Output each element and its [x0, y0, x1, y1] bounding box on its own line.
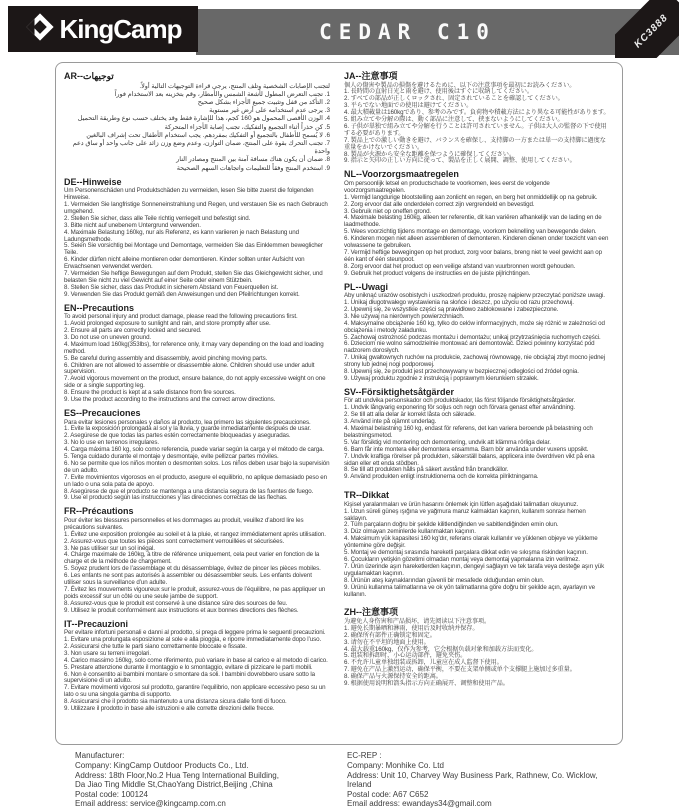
section-line: 7. Avoid vigorous movement on the product, ensure balance, do not apply excessive weight on one side or a single supporting leg. — [64, 375, 326, 390]
model-ribbon-band — [615, 0, 679, 58]
section-heading: DE--Hinweise — [64, 176, 122, 187]
section-heading: SV--Försiktighetsåtgärder — [344, 386, 455, 397]
section-line: 3. Använd inte på ojämnt underlag. — [344, 418, 437, 426]
section-line: 2. Assurez-vous que toutes les pièces sont correctement verrouillées et sécurisées. — [64, 537, 285, 545]
footer-line: Email address: service@kingcamp.com.cn — [75, 799, 226, 809]
section-heading: IT--Precauzioni — [64, 618, 129, 629]
section-line: 個人の傷害や製品の損傷を避けるために、以下の注意事項を最初にお読みください。 — [344, 81, 576, 89]
section-line: To avoid personal injury and product damage, please read the following precautions first. — [64, 313, 298, 321]
section-line: 4. Maximale Belastung 160kg, nur als Referenz, es kann variieren je nach Belastung und Ladungsmethode. — [64, 228, 299, 243]
brand-name: KingCamp — [59, 13, 182, 44]
section-line: 7. Undvik kraftiga rörelser på produkten, säkerställ balans, applicera inte överdriven vikt på ena sidan eller ett enda stödben. — [344, 452, 595, 467]
section-line: 2. Tüm parçaların doğru bir şekilde kilitlendiğinden ve sabitlendiğinden emin olun. — [344, 521, 559, 529]
section-line: 6. Children are not allowed to assemble or disassemble alone. Children should use under adult supervision. — [64, 361, 315, 376]
section-line: Om persoonlijk letsel en productschade te voorkomen, lees eerst de volgende voorzorgsmaatregelen. — [344, 179, 550, 194]
page-title: CEDAR C10 — [319, 20, 496, 44]
header-bar — [0, 0, 679, 58]
section-line: Aby uniknąć urazów osobistych i uszkodzeń produktu, proszę najpierw przeczytać poniższe uwagi. — [344, 292, 605, 300]
section-line: 为避免人身伤害和产品损坏，请先阅读以下注意事项。 — [344, 617, 491, 625]
section-line: 2. Asegúrese de que todas las partes estén correctamente bloqueadas y aseguradas. — [64, 432, 291, 440]
section-heading: JA--注意事項 — [344, 71, 398, 81]
section-line: 6. Kinderen mogen niet alleen assembleren of demonteren. Kinderen dienen onder toezicht van een volwassene te gebruiken. — [344, 235, 609, 250]
section-line: 8. 确保产品与火源保持安全的距离。 — [344, 673, 442, 681]
section-line: 1. Evitare una prolungata esposizione al sole e alla pioggia, e riporre immediatamente dopo l’uso. — [64, 635, 322, 643]
section-line: 1. Undvik långvarig exponering för soljus och regn och förvara genast efter användning. — [344, 404, 576, 412]
section-line: 5. Zachowaj ostrożność podczas montażu i demontażu; unikaj przytrzaśnięcia ruchomych części. — [344, 333, 601, 341]
section-line: 9. Ürünü kullanma talimatlarına ve ok yön talimatlarına göre doğru bir şekilde açın, ayarlayın ve kullanın. — [344, 583, 595, 598]
section-line: 7. Évitez les mouvements vigoureux sur le produit, assurez-vous de l’équilibre, ne pas appliquer un poids excessif sur un côté ou une seule jambe de support. — [64, 585, 326, 600]
section-line: 5. Wees voorzichtig tijdens montage en demontage, voorkom beknelling van bewegende delen. — [344, 228, 597, 236]
footer-line: Email address: ewandays34@gmail.com — [347, 799, 492, 809]
section-line: 7. Unikaj gwałtownych ruchów na produkcie, zachowaj równowagę, nie obciążaj zbyt mocno jednej strony lub jednej nogi podporowej. — [344, 354, 606, 369]
section-line: 4. الوزن الأقصى المحمول هو 160 كجم، هذا للإشارة فقط وقد يختلف حسب نوع وطريقة التحميل — [77, 115, 330, 123]
section-tr — [344, 490, 610, 598]
section-line: 2. Stellen Sie sicher, dass alle Teile richtig verriegelt und befestigt sind. — [64, 214, 251, 222]
section-line: 6. Kinder dürfen nicht alleine montieren oder demontieren. Kinder sollten unter Aufsicht von Erwachsenen verwendet werden. — [64, 256, 305, 271]
precautions-box — [55, 62, 623, 745]
section-line: 8. Assicurarsi che il prodotto sia mantenuto a una distanza sicura dalle fonti di fuoco. — [64, 698, 287, 706]
section-es — [64, 408, 330, 502]
section-line: 2. التأكد من قفل وتثبيت جميع الأجزاء بشكل صحيح — [197, 98, 330, 106]
section-line: 6. No se permite que los niños monten o desmonten solos. Los niños deben usar bajo la supervisión de un adulto. — [64, 459, 330, 474]
section-line: 5. Prestare attenzione durante il montaggio e lo smontaggio, evitare di pizzicare le parti mobili. — [64, 663, 313, 671]
section-line: 8. Zorg ervoor dat het product op een veilige afstand van vuurbronnen wordt gehouden. — [344, 262, 576, 270]
section-pl — [344, 282, 610, 383]
section-en — [64, 303, 330, 404]
footer-line: Company: Monhike Co. Ltd — [347, 761, 444, 771]
section-line: 3. Non usare su terreni irregolari. — [64, 649, 151, 657]
section-line: För att undvika personskador och produktskador, läs först följande försiktighetsåtgärder. — [344, 397, 576, 405]
section-line: 8. Se till att produkten hålls på säkert avstånd från brandkällor. — [344, 466, 509, 474]
section-nl — [344, 169, 610, 277]
kingcamp-diamond-icon — [25, 12, 55, 47]
section-line: 5. 组装和拆卸时，小心运动部件，避免夹伤。 — [344, 652, 467, 660]
section-line: 7. Vermeiden Sie heftige Bewegungen auf dem Produkt, stellen Sie das Gleichgewicht sicher, und belasten Sie nicht zu viel Gewicht auf einer Seite oder einem Stützbein. — [64, 270, 323, 285]
section-line: 7. Vermijd heftige bewegingen op het product, zorg voor balans, breng niet te veel gewicht aan op één kant of één steunpoot. — [344, 248, 602, 263]
section-line: 5. 組み立てや分解の際は、動く部品に注意して、挟まないようにしてください。 — [344, 116, 564, 124]
section-line: 4. Maksimum yük kapasitesi 160 kg’dır, referans olarak kullanılır ve yüklenen objeye ve yükleme yöntemine göre değişir. — [344, 535, 598, 550]
section-line: 1. Uzun süreli güneş ışığına ve yağmura maruz kalmaktan kaçının, kullanım sonrası hemen saklayın. — [344, 507, 586, 522]
section-line: 1. Évitez une exposition prolongée au soleil et à la pluie, et rangez immédiatement après utilisation. — [64, 530, 326, 538]
section-line: 9. 根据使用说明和箭头指示方向正确展开、调整和使用产品。 — [344, 680, 509, 688]
section-heading: FR--Précautions — [64, 506, 134, 517]
section-line: 1. 避免长期暴晒和淋雨，使用后及时收纳并保存。 — [344, 624, 479, 632]
footer-line: Address: Unit 10, Charvey Way Business Park, Rathnew, Co. Wicklow, — [347, 770, 598, 780]
section-line: 3. Ne pas utiliser sur un sol inégal. — [64, 544, 155, 552]
footer-line: Postal code: A67 C652 — [347, 789, 429, 799]
section-heading: TR--Dikkat — [344, 490, 390, 501]
section-line: 2. Ensure all parts are correctly locked and secured. — [64, 327, 202, 335]
section-line: 4. Carga máxima 160 kg, solo como referencia, puede variar según la carga y el método de carga. — [64, 446, 325, 454]
section-line: 8. 製品が火源から安全な距離を保つように確保してください。 — [344, 150, 515, 158]
section-heading: NL--Voorzorgsmaatregelen — [344, 169, 459, 180]
section-line: 9. Gebruik het product volgens de instructies en de juiste pijlrichtingen. — [344, 269, 531, 277]
ec-rep-label: EC-REP : — [347, 751, 382, 760]
model-code: KC3888 — [632, 12, 670, 50]
section-line: 7. 避免在产品上激烈运动，确保平衡，不要在支架单侧或单个支撑腿上施加过多重量。 — [344, 666, 576, 674]
section-line: 9. Använd produkten enligt instruktionerna och de korrekta pilriktningarna. — [344, 473, 539, 481]
section-ar — [64, 71, 330, 173]
section-line: لتجنب الإصابات الشخصية وتلف المنتج، يرجى قراءة التوجيهات التالية أولاً. — [139, 82, 330, 90]
section-line: 4. Maximum load 160kg(353lbs), for reference only, it may vary depending on the load and loading method. — [64, 340, 324, 355]
section-line: Um Personenschäden und Produktschäden zu vermeiden, lesen Sie bitte zuerst die folgenden Hinweise. — [64, 187, 314, 202]
footer — [0, 751, 679, 809]
section-line: 9. Utilisez le produit conformément aux instructions et aux bonnes directions des flèches. — [64, 606, 299, 614]
section-heading: AR--توجيهات — [64, 71, 114, 81]
section-line: 6. Les enfants ne sont pas autorisés à assembler ou désassembler seuls. Les enfants doivent utiliser sous la surveillance d’un adulte. — [64, 572, 312, 587]
section-line: 7. Evitare movimenti vigorosi sul prodotto, garantire l’equilibrio, non applicare eccessivo peso su un lato o su una singola gamba di supporto. — [64, 684, 326, 699]
section-line: 4. Charge maximale de 160kg, à titre de référence uniquement, cela peut varier en fonction de la charge et de la méthode de chargement. — [64, 551, 320, 566]
section-line: Para evitar lesiones personales y daños al producto, lea primero las siguientes precauciones. — [64, 418, 311, 426]
section-line: Kişisel yaralanmaları ve ürün hasarını önlemek için lütfen aşağıdaki talimatları okuyunuz. — [344, 500, 579, 508]
section-line: 3. Düz olmayan zeminlerde kullanmaktan kaçının. — [344, 528, 476, 536]
section-line: 8. Ürünün ateş kaynaklarından güvenli bir mesafede olduğundan emin olun. — [344, 576, 545, 584]
section-line: 9. Use the product according to the instructions and the correct arrow directions. — [64, 396, 276, 404]
section-heading: ES--Precauciones — [64, 408, 141, 419]
section-line: 9. Verwenden Sie das Produkt gemäß den Anweisungen und den Pfeilrichtungen korrekt. — [64, 290, 300, 298]
section-line: 3. 请勿在不平坦的地面上使用。 — [344, 638, 430, 646]
section-it — [64, 619, 330, 713]
section-heading: EN--Precautions — [64, 302, 135, 313]
section-sv — [344, 387, 610, 481]
section-line: 6. لا يُسمح للأطفال بالتجميع أو التفكيك بمفردهم. يجب استخدام الأطفال تحت إشراف البالغين — [86, 131, 330, 139]
section-line: 5. Seien Sie vorsichtig bei Montage und Demontage, vermeiden Sie das Einklemmen beweglicher Teile. — [64, 242, 323, 257]
section-line: 6. Dzieciom nie wolno samodzielnie montować ani demontować. Dzieci powinny korzystać pod nadzorem dorosłych. — [344, 340, 595, 355]
manufacturer-label: Manufacturer: — [75, 751, 125, 760]
brand-logo — [8, 6, 198, 52]
section-line: 9. استخدم المنتج وفقاً للتعليمات واتجاهات السهم الصحيحة — [176, 164, 330, 172]
section-line: 3. Do not use on uneven ground. — [64, 333, 152, 341]
section-line: 9. Use el producto según las instrucciones y las direcciones correctas de las flechas. — [64, 494, 288, 502]
section-line: 6. 子供が単独で組み立てや分解を行うことは許可されていません。子供は大人の監督の下で使用する必要があります。 — [344, 122, 607, 137]
section-line: Per evitare infortuni personali e danni al prodotto, si prega di leggere prima le seguenti precauzioni. — [64, 629, 326, 637]
section-line: 5. Soyez prudent lors de l’assemblage et du désassemblage, évitez de pincer les pièces mobiles. — [64, 565, 321, 573]
section-line: 8. Stellen Sie sicher, dass das Produkt in sicherem Abstand von Feuerquellen ist. — [64, 283, 279, 291]
footer-line: Company: KingCamp Outdoor Products Co., Ltd. — [75, 761, 249, 771]
section-line: 1. Vermeiden Sie langfristige Sonneneinstrahlung und Regen, und verstauen Sie es nach Gebrauch umgehend. — [64, 201, 328, 215]
section-line: 1. Unikaj długotrwałego wystawienia na słońce i deszcz, po użyciu od razu przechowuj. — [344, 298, 574, 306]
section-line: 1. Evite la exposición prolongada al sol y la lluvia, y guarde inmediatamente después de usar. — [64, 425, 311, 433]
section-line: 8. Asegúrese de que el producto se mantenga a una distancia segura de las fuentes de fuego. — [64, 487, 314, 495]
section-line: 5. Var försiktig vid montering och demontering, undvik att klämma rörliga delar. — [344, 438, 551, 446]
section-line: 7. تجنب التحرك بقوة على المنتج، ضمان التوازن، وعدم وضع وزن زائد على جانب واحد أو ساق دعم واحدة — [72, 139, 330, 156]
section-line: 4. Maksymalne obciążenie 160 kg, tylko do celów informacyjnych, może się różnić w zależności od obciążenia i metody załadunku. — [344, 319, 605, 334]
section-line: 4. Maximale belasting 160kg, alleen ter referentie, dit kan variëren afhankelijk van de lading en de laadmethode. — [344, 214, 602, 229]
section-line: 2. Zorg ervoor dat alle onderdelen correct zijn vergrendeld en bevestigd. — [344, 200, 535, 208]
model-ribbon — [615, 0, 679, 58]
footer-line: Da Jiao Ting Middle St,ChaoYang District,Beijing ,China — [75, 780, 273, 790]
section-line: 4. Carico massimo 160kg, solo come riferimento, può variare in base al carico e al metodo di carico. — [64, 656, 328, 664]
section-line: 1. تجنب التعرض المطول لأشعة الشمس والأمطار، وقم بتخزينه بعد الاستخدام فوراً — [114, 90, 330, 98]
section-line: 6. Çocukların yetişkin gözetimi olmadan montaj veya demontaj yapmalarına izin verilmez. — [344, 555, 580, 563]
section-line: 2. Se till att alla delar är korrekt låsta och säkrade. — [344, 411, 476, 419]
section-line: 3. No lo use en terrenos irregulares. — [64, 439, 160, 447]
section-line: 8. Upewnij się, że produkt jest przechowywany w bezpiecznej odległości od źródeł ognia. — [344, 368, 579, 376]
section-line: 4. 最大積載量は160kgであり、参考のみです。負荷物や積載方法により異なる可能性があります。 — [344, 109, 610, 117]
section-line: 8. ضمان أن يكون هناك مسافة آمنة بين المنتج ومصادر النار — [176, 156, 330, 164]
section-line: 6. Barn får inte montera eller demontera ensamma. Barn bör använda under vuxens uppsikt. — [344, 445, 589, 453]
section-line: 2. Assicurarsi che tutte le parti siano correttamente bloccate e fissate. — [64, 642, 247, 650]
section-heading: ZH--注意事项 — [344, 607, 398, 618]
section-zh — [344, 607, 610, 688]
section-line: 6. 不允许儿童单独组装或拆卸，儿童应在成人监督下使用。 — [344, 659, 503, 667]
section-line: 8. Assurez-vous que le produit est conservé à une distance sûre des sources de feu. — [64, 599, 288, 607]
section-line: 1. Vermijd langdurige blootstelling aan zonlicht en regen, en berg het onmiddellijk op na gebruik. — [344, 193, 598, 201]
section-line: 8. Ensure the product is kept at a safe distance from fire sources. — [64, 389, 236, 397]
section-line: 2. 确保所有部件正确锁定和固定。 — [344, 631, 436, 639]
section-line: 9. 指示と矢印の正しい方向に従って、製品を正しく展開、調整、使用してください。 — [344, 157, 576, 165]
section-de — [64, 177, 330, 299]
section-line: 4. Maximal belastning 160 kg, endast för referens, det kan variera beroende på belastning och belastningsmetod. — [344, 424, 593, 439]
section-line: 9. Utilizzare il prodotto in base alle istruzioni e alle corrette direzioni delle frecce. — [64, 705, 275, 713]
section-line: 3. Gebruik niet op oneffen grond. — [344, 207, 432, 215]
section-line: 3. 平らでない地面での使用は避けてください。 — [344, 102, 473, 110]
section-line: 9. Używaj produktu zgodnie z instrukcją i poprawnym kierunkiem strzałek. — [344, 374, 539, 382]
section-line: 3. Bitte nicht auf unebenem Untergrund verwenden. — [64, 221, 201, 229]
manufacturer-block — [0, 751, 341, 809]
ec-rep-block — [341, 751, 679, 809]
section-line: 1. Avoid prolonged exposure to sunlight and rain, and store promptly after use. — [64, 320, 271, 328]
section-line: 5. Be careful during assembly and disassembly, avoid pinching moving parts. — [64, 354, 268, 362]
right-column — [344, 69, 610, 738]
section-ja — [344, 71, 610, 165]
section-heading: PL--Uwagi — [344, 281, 388, 292]
footer-line: Address: 18th Floor,No.2 Hua Teng International Building, — [75, 770, 279, 780]
footer-line: Ireland — [347, 780, 372, 790]
section-line: 7. Ürün üzerinde aşırı hareketlerden kaçının, dengeyi sağlayın ve tek tarafa veya desteğe aşırı yük uygulamaktan kaçının. — [344, 562, 605, 577]
section-line: 2. Upewnij się, że wszystkie części są prawidłowo zablokowane i zabezpieczone. — [344, 305, 559, 313]
section-line: 3. يرجى عدم استخدامه على أرض غير مستوية — [209, 107, 330, 115]
section-line: 5. كن حذراً أثناء التجميع والتفكيك، تجنب إصابة الأجزاء المتحركة — [164, 123, 330, 131]
section-line: 3. Nie używaj na nierównych powierzchniach. — [344, 312, 465, 320]
footer-line: Postal code: 100124 — [75, 789, 148, 799]
section-line: 4. 最大载重160kg，仅作为参考，它会根据负载对象和加载方法而变化。 — [344, 645, 538, 653]
section-line: 7. 製品上での激しい動きを避け、バランスを確保し、支持脚の一方または単一の支持脚に過度な重量をかけないでください。 — [344, 136, 606, 151]
section-line: 7. Evite movimientos vigorosos en el producto, asegure el equilibrio, no aplique demasiado peso en un lado o una sola pata de apoyo. — [64, 473, 327, 488]
section-line: Pour éviter les blessures personnelles et les dommages au produit, veuillez d’abord lire les précautions suivantes. — [64, 516, 304, 531]
section-line: 2. すべての部品が正しくロックされ、固定されていることを確認してください。 — [344, 95, 564, 103]
section-line: 6. Non è consentito ai bambini montare o smontare da soli. I bambini dovrebbero usare sotto la supervisione di un adulto. — [64, 670, 315, 685]
left-column — [64, 69, 330, 738]
section-fr — [64, 506, 330, 614]
section-line: 1. 長時間の直射日光と雨を避け、使用後はすぐに収納してください。 — [344, 88, 533, 96]
section-line: 5. Tenga cuidado durante el montaje y desmontaje, evite pellizcar partes móviles. — [64, 453, 279, 461]
section-line: 5. Montaj ve demontaj sırasında hareketli parçalara dikkat edin ve sıkışma riskinden kaçının. — [344, 549, 588, 557]
